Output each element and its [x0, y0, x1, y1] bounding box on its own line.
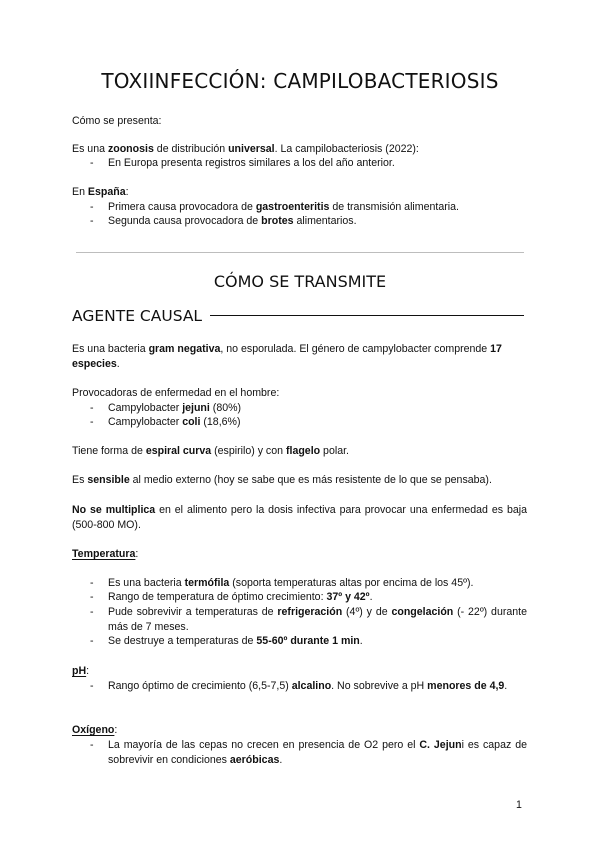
document-title: TOXIINFECCIÓN: CAMPILOBACTERIOSIS: [101, 69, 499, 93]
temperatura-label: Temperatura:: [72, 548, 139, 560]
intro-paragraph: Es una zoonosis de distribución universal. La campilobacteriosis (2022):: [72, 143, 419, 155]
bacteria-paragraph: Es una bacteria gram negativa, no esporulada. El género de campylobacter comprende 17 especies.: [72, 343, 502, 370]
agente-heading: AGENTE CAUSAL: [72, 307, 203, 325]
presenta-label: Cómo se presenta:: [72, 115, 162, 127]
multiplica-paragraph: No se multiplica en el alimento pero la dosis infectiva para provocar una enfermedad es baja (500-800 MO).: [72, 504, 527, 531]
espana-paragraph: En España:: [72, 186, 129, 198]
heading-rule: [210, 315, 524, 316]
oxigeno-label: Oxígeno:: [72, 724, 118, 736]
provocadoras-paragraph: Provocadoras de enfermedad en el hombre:: [72, 387, 280, 399]
sensible-paragraph: Es sensible al medio externo (hoy se sabe que es más resistente de lo que se pensaba).: [72, 474, 492, 486]
page-number: 1: [516, 799, 522, 811]
forma-paragraph: Tiene forma de espiral curva (espirilo) y con flagelo polar.: [72, 445, 349, 457]
document-page: TOXIINFECCIÓN: CAMPILOBACTERIOSIS Cómo se presenta: Es una zoonosis de distribución universal. La campilobacteriosis (2022): - En Europa presenta registros similares a los del año anterior. En España: - Primera causa provocadora de gastroenteritis de transmisión alimentaria. - Segunda causa provocadora de brotes alimentarios. CÓMO SE TRANSMITE AGENTE CAUSAL Es una bacteria gram negativa, no esporulada. El género de campylobacter comprende 17 especies. Provocadoras de enfermedad en el hombre: - Campylobacter jejuni (80%) - Campylobacter coli (18,6%) Tiene forma de espiral curva (espirilo) y con flagelo polar. Es sensible al medio externo (hoy se sabe que es más resistente de lo que se pensaba). No se multiplica en el alimento pero la dosis infectiva para provocar una enfermedad es baja (500-800 MO). Temperatura: - Es una bacteria termófila (soporta temperaturas altas por encima de los 45º). - Rango de temperatura de óptimo crecimiento: 37º y 42º. - Pude sobrevivir a temperaturas de refrigeración (4º) y de congelación (- 22º) durante más de 7 meses. - Se destruye a temperaturas de 55-60º durante 1 min. pH: - Rango óptimo de crecimiento (6,5-7,5) alcalino. No sobrevive a pH menores de 4,9. Oxígeno: - La mayoría de las cepas no crecen en presencia de O2 pero el C. Jejuni es capaz de sobrevivir en condiciones aeróbicas. 1: [0, 0, 600, 848]
section-title: CÓMO SE TRANSMITE: [213, 272, 387, 291]
horizontal-divider: [76, 252, 524, 253]
ph-label: pH:: [72, 665, 90, 677]
